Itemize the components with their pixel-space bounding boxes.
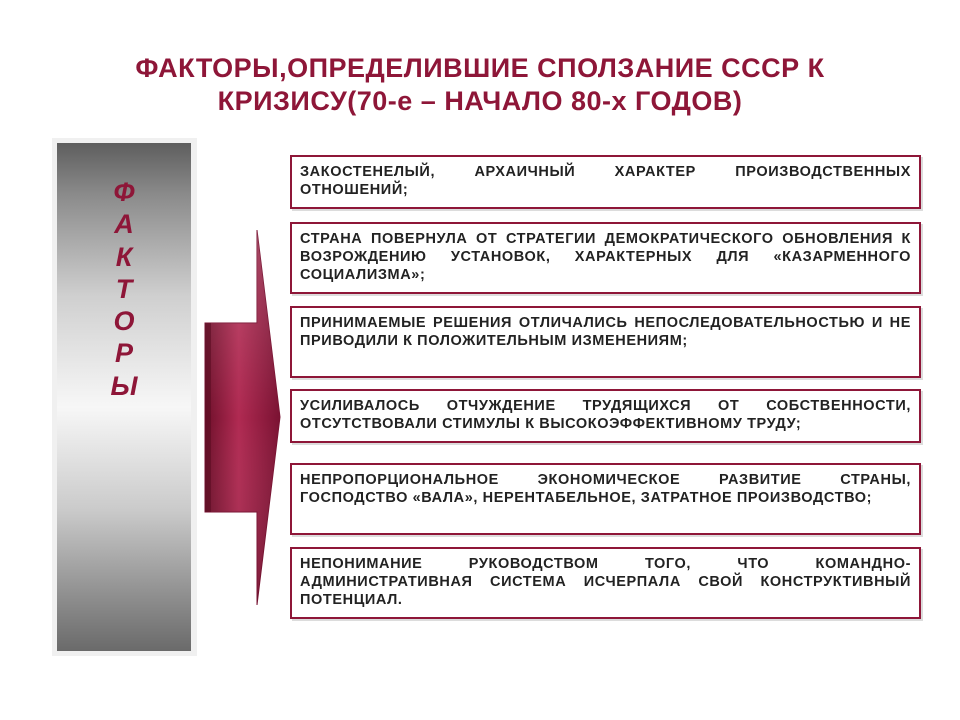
factor-text-5: НЕПРОПОРЦИОНАЛЬНОЕ ЭКОНОМИЧЕСКОЕ РАЗВИТИЕ СТРАНЫ, ГОСПОДСТВО «ВАЛА», НЕРЕНТАБЕЛЬНОЕ, ЗАТРАТНОЕ ПРОИЗВОДСТВО; — [300, 472, 911, 506]
slide-title-line-2: КРИЗИСУ(70-е – НАЧАЛО 80-х ГОДОВ) — [217, 86, 743, 116]
factors-vertical-label — [57, 176, 191, 402]
factors-letter: Ы — [110, 370, 138, 401]
factors-letter: Т — [115, 273, 133, 304]
factor-box-3 — [290, 306, 921, 378]
arrow-shading — [205, 230, 280, 605]
factor-text-3: ПРИНИМАЕМЫЕ РЕШЕНИЯ ОТЛИЧАЛИСЬ НЕПОСЛЕДОВАТЕЛЬНОСТЬЮ И НЕ ПРИВОДИЛИ К ПОЛОЖИТЕЛЬНЫМ ИЗМЕНЕНИЯМ; — [300, 315, 911, 349]
factors-letter: Р — [114, 338, 133, 369]
factors-letter: Ф — [113, 177, 135, 207]
factor-box-1 — [290, 155, 921, 209]
factors-letter: О — [113, 306, 135, 337]
factor-text-6: НЕПОНИМАНИЕ РУКОВОДСТВОМ ТОГО, ЧТО КОМАНДНО-АДМИНИСТРАТИВНАЯ СИСТЕМА ИСЧЕРПАЛА СВОЙ КОНСТРУКТИВНЫЙ ПОТЕНЦИАЛ. — [300, 556, 911, 608]
slide-title — [40, 52, 920, 118]
right-arrow-icon — [200, 225, 285, 610]
slide-title-line-1: ФАКТОРЫ,ОПРЕДЕЛИВШИЕ СПОЛЗАНИЕ СССР К — [135, 53, 825, 83]
arrow-tail-edge — [205, 323, 211, 512]
factors-letter: А — [114, 209, 134, 240]
factor-box-5 — [290, 463, 921, 535]
factors-letter: К — [115, 241, 133, 272]
factor-box-6 — [290, 547, 921, 619]
factor-text-1: ЗАКОСТЕНЕЛЫЙ, АРХАИЧНЫЙ ХАРАКТЕР ПРОИЗВОДСТВЕННЫХ ОТНОШЕНИЙ; — [300, 164, 911, 198]
factor-text-4: УСИЛИВАЛОСЬ ОТЧУЖДЕНИЕ ТРУДЯЩИХСЯ ОТ СОБСТВЕННОСТИ, ОТСУТСТВОВАЛИ СТИМУЛЫ К ВЫСОКОЭФФЕКТИВНОМУ ТРУДУ; — [300, 398, 911, 432]
factor-text-2: СТРАНА ПОВЕРНУЛА ОТ СТРАТЕГИИ ДЕМОКРАТИЧЕСКОГО ОБНОВЛЕНИЯ К ВОЗРОЖДЕНИЮ УСТАНОВОК, ХАРАКТЕРНЫХ ДЛЯ «КАЗАРМЕННОГО СОЦИАЛИЗМА»; — [300, 231, 911, 283]
factor-box-4 — [290, 389, 921, 443]
factor-box-2 — [290, 222, 921, 294]
